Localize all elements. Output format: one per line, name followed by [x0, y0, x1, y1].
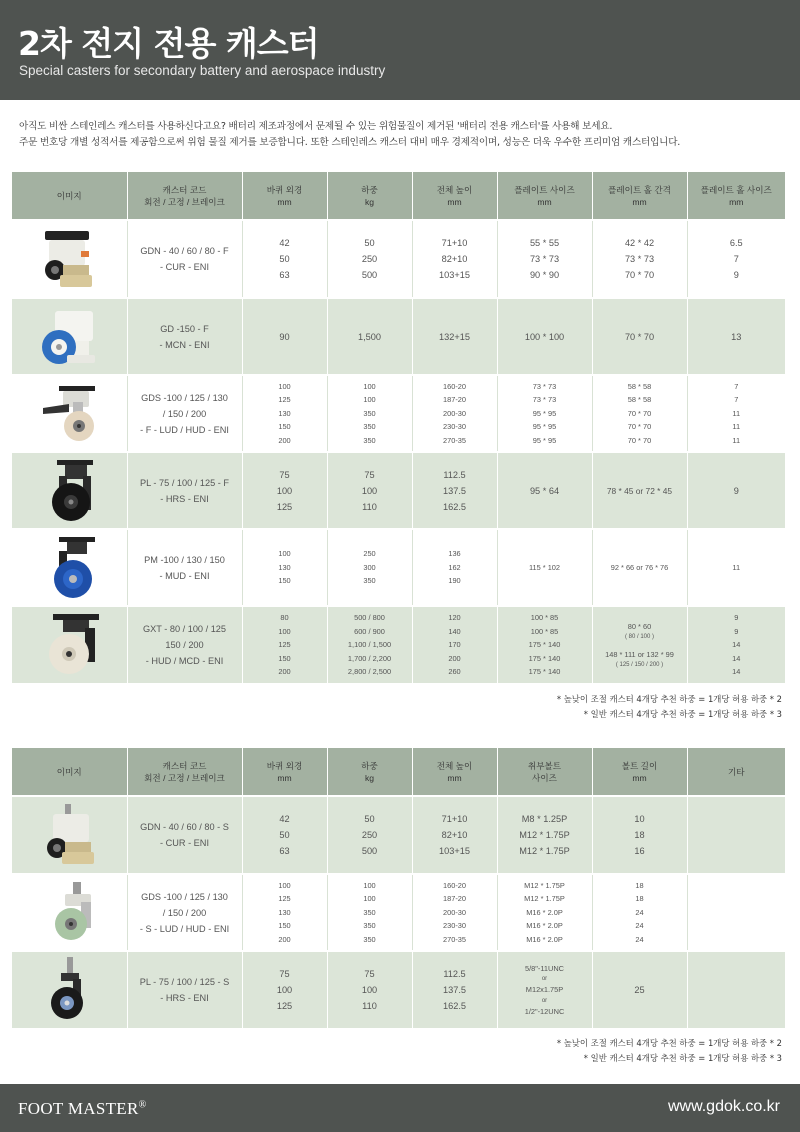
wheel-diameter: 75 100 125: [242, 452, 327, 529]
black-caster-icon: [29, 456, 109, 526]
stem-caster-spec-table: [12, 748, 785, 1028]
table-row: [12, 375, 785, 452]
column-header: 전체 높이 mm: [412, 172, 497, 220]
note-line-1: * 높낮이 조절 캐스터 4개당 추천 하중 = 1개당 허용 하중 * 2: [556, 694, 782, 704]
plate-size: 100 * 100: [497, 298, 592, 375]
page-title: 2차 전지 전용 캐스터: [18, 24, 319, 63]
caster-code: GXT - 80 / 100 / 125 150 / 200 - HUD / MCD - ENI: [127, 606, 242, 683]
stem-caster-icon: [29, 878, 109, 948]
note-line-2: * 일반 캐스터 4개당 추천 하중 = 1개당 허용 하중 * 3: [583, 709, 782, 719]
column-header: 플레이트 홀 간격 mm: [592, 172, 687, 220]
bolt-size: M8 * 1.25P M12 * 1.75P M12 * 1.75P: [497, 796, 592, 874]
overall-height: 112.5 137.5 162.5: [412, 452, 497, 529]
table-row: [12, 220, 785, 298]
website-url[interactable]: www.gdok.co.kr: [667, 1098, 780, 1115]
overall-height: 160-20 187-20 200-30 230-30 270-35: [412, 375, 497, 452]
table-row: [12, 298, 785, 375]
page-subtitle: Special casters for secondary battery and aerospace industry: [19, 63, 386, 78]
product-image: [12, 298, 127, 375]
plate-hole-size: 9 9 14 14 14: [687, 606, 785, 683]
caster-code: PL - 75 / 100 / 125 - S - HRS - ENI: [127, 951, 242, 1028]
plate-hole-size: 6.5 7 9: [687, 220, 785, 298]
column-header: 기타: [687, 748, 785, 796]
etc-cell: [687, 796, 785, 874]
table-header-row: [12, 748, 785, 796]
product-image: [12, 375, 127, 452]
wheel-diameter: 100 130 150: [242, 529, 327, 606]
wheel-diameter: 80 100 125 150 200: [242, 606, 327, 683]
caster-code: GDS -100 / 125 / 130 / 150 / 200 - F - LUD / HUD - ENI: [127, 375, 242, 452]
column-header: 취부볼트 사이즈: [497, 748, 592, 796]
overall-height: 136 162 190: [412, 529, 497, 606]
brand-logo: [18, 1099, 147, 1119]
plate-size: 73 * 73 73 * 73 95 * 95 95 * 95 95 * 95: [497, 375, 592, 452]
table-row: [12, 796, 785, 874]
table-row: [12, 951, 785, 1028]
plate-hole-size: 11: [687, 529, 785, 606]
product-image: [12, 874, 127, 951]
column-header: 캐스터 코드 회전 / 고정 / 브레이크: [127, 172, 242, 220]
column-header: 하중 kg: [327, 172, 412, 220]
etc-cell: [687, 874, 785, 951]
bolt-length: 18 18 24 24 24: [592, 874, 687, 951]
page-footer: [0, 1084, 800, 1132]
plate-hole-size: 13: [687, 298, 785, 375]
flange-caster-spec-table: [12, 172, 785, 683]
overall-height: 132+15: [412, 298, 497, 375]
column-header: 이미지: [12, 748, 127, 796]
product-image: [12, 452, 127, 529]
product-image: [12, 220, 127, 298]
column-header: 볼트 길이 mm: [592, 748, 687, 796]
plate-size: 100 * 85 100 * 85 175 * 140 175 * 140 175 * 140: [497, 606, 592, 683]
product-image: [12, 606, 127, 683]
table-row: [12, 452, 785, 529]
etc-cell: [687, 951, 785, 1028]
wheel-diameter: 42 50 63: [242, 796, 327, 874]
load: 100 100 350 350 350: [327, 874, 412, 951]
plate-size: 115 * 102: [497, 529, 592, 606]
bolt-length: 25: [592, 951, 687, 1028]
plate-size: 55 * 55 73 * 73 90 * 90: [497, 220, 592, 298]
load: 100 100 350 350 350: [327, 375, 412, 452]
caster-code: GDN - 40 / 60 / 80 - S - CUR - ENI: [127, 796, 242, 874]
intro-line-1: 아직도 비싼 스테인레스 캐스터를 사용하신다고요? 배터리 제조과정에서 문제될 수 있는 위험물질이 제거된 '배터리 전용 캐스터'를 사용해 보세요.: [19, 121, 613, 132]
column-header: 이미지: [12, 172, 127, 220]
load-note: [557, 1036, 782, 1066]
product-image: [12, 796, 127, 874]
bolt-length: 10 18 16: [592, 796, 687, 874]
load: 500 / 800 600 / 900 1,100 / 1,500 1,700 / 2,200 2,800 / 2,500: [327, 606, 412, 683]
leveling-caster-icon: [29, 800, 109, 870]
plate-hole-spacing: 80 * 60 ( 80 / 100 ) 148 * 111 or 132 * 99 ( 125 / 150 / 200 ): [592, 606, 687, 683]
table-row: [12, 529, 785, 606]
plate-hole-size: 7 7 11 11 11: [687, 375, 785, 452]
brake-caster-icon: [29, 380, 109, 448]
note-line-2: * 일반 캐스터 4개당 추천 하중 = 1개당 허용 하중 * 3: [583, 1053, 782, 1063]
registered-mark: ®: [138, 1099, 147, 1111]
bolt-size: 5/8"-11UNC or M12x1.75P or 1/2"-12UNC: [497, 951, 592, 1028]
load: 50 250 500: [327, 796, 412, 874]
column-header: 플레이트 홀 사이즈 mm: [687, 172, 785, 220]
table-row: [12, 606, 785, 683]
heavy-duty-caster-icon: [29, 610, 109, 680]
plate-hole-spacing: 70 * 70: [592, 298, 687, 375]
load: 1,500: [327, 298, 412, 375]
overall-height: 112.5 137.5 162.5: [412, 951, 497, 1028]
wheel-diameter: 100 125 130 150 200: [242, 375, 327, 452]
column-header: 전체 높이 mm: [412, 748, 497, 796]
caster-code: GDN - 40 / 60 / 80 - F - CUR - ENI: [127, 220, 242, 298]
intro-line-2: 주문 번호당 개별 성적서를 제공함으로써 위험 물질 제거를 보증합니다. 또한 스테인레스 캐스터 대비 매우 경제적이며, 성능은 더욱 우수한 프리미엄 캐스터입니다.: [19, 137, 681, 148]
overall-height: 120 140 170 200 260: [412, 606, 497, 683]
plate-hole-spacing: 58 * 58 58 * 58 70 * 70 70 * 70 70 * 70: [592, 375, 687, 452]
threaded-stem-caster-icon: [29, 955, 109, 1025]
wheel-diameter: 100 125 130 150 200: [242, 874, 327, 951]
product-image: [12, 529, 127, 606]
blue-wheel-caster-icon: [29, 533, 109, 603]
wheel-diameter: 75 100 125: [242, 951, 327, 1028]
table-row: [12, 874, 785, 951]
load: 75 100 110: [327, 452, 412, 529]
load: 50 250 500: [327, 220, 412, 298]
column-header: 플레이트 사이즈 mm: [497, 172, 592, 220]
overall-height: 71+10 82+10 103+15: [412, 220, 497, 298]
plate-hole-size: 9: [687, 452, 785, 529]
load: 250 300 350: [327, 529, 412, 606]
overall-height: 71+10 82+10 103+15: [412, 796, 497, 874]
load-note: [557, 692, 782, 722]
intro-text: [19, 119, 789, 151]
bolt-size: M12 * 1.75P M12 * 1.75P M16 * 2.0P M16 * 2.0P M16 * 2.0P: [497, 874, 592, 951]
caster-code: PM -100 / 130 / 150 - MUD - ENI: [127, 529, 242, 606]
plate-size: 95 * 64: [497, 452, 592, 529]
caster-code: GD -150 - F - MCN - ENI: [127, 298, 242, 375]
leveling-caster-icon: [29, 225, 109, 293]
wheel-diameter: 90: [242, 298, 327, 375]
caster-code: PL - 75 / 100 / 125 - F - HRS - ENI: [127, 452, 242, 529]
product-image: [12, 951, 127, 1028]
load: 75 100 110: [327, 951, 412, 1028]
plate-hole-spacing: 92 * 66 or 76 * 76: [592, 529, 687, 606]
brand-name: FOOT MASTER: [18, 1099, 139, 1118]
column-header: 바퀴 외경 mm: [242, 172, 327, 220]
blue-leveling-caster-icon: [29, 303, 109, 371]
wheel-diameter: 42 50 63: [242, 220, 327, 298]
note-line-1: * 높낮이 조절 캐스터 4개당 추천 하중 = 1개당 허용 하중 * 2: [556, 1038, 782, 1048]
overall-height: 160-20 187-20 200-30 230-30 270-35: [412, 874, 497, 951]
column-header: 바퀴 외경 mm: [242, 748, 327, 796]
caster-code: GDS -100 / 125 / 130 / 150 / 200 - S - LUD / HUD - ENI: [127, 874, 242, 951]
plate-hole-spacing: 42 * 42 73 * 73 70 * 70: [592, 220, 687, 298]
column-header: 하중 kg: [327, 748, 412, 796]
plate-hole-spacing: 78 * 45 or 72 * 45: [592, 452, 687, 529]
page-header: [0, 0, 800, 100]
table-header-row: [12, 172, 785, 220]
column-header: 캐스터 코드 회전 / 고정 / 브레이크: [127, 748, 242, 796]
